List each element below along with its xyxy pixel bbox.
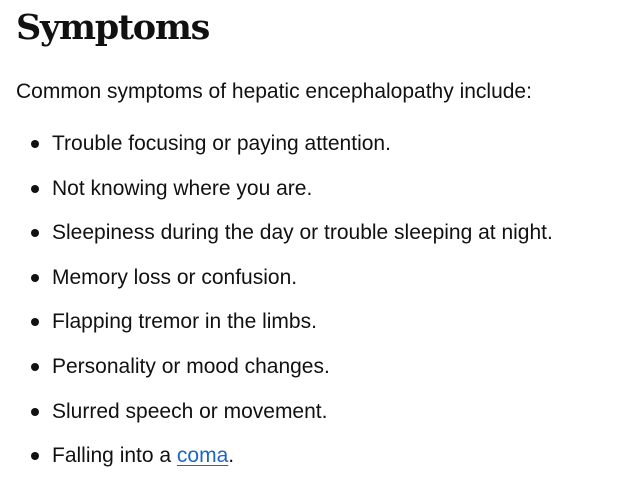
list-item — [0, 129, 621, 174]
symptom-text: Sleepiness during the day or trouble sleeping at night. — [52, 221, 553, 245]
coma-link[interactable]: coma — [176, 444, 229, 468]
intro-text: Common symptoms of hepatic encephalopathy include: — [16, 80, 532, 103]
section-title: Symptoms — [16, 7, 209, 48]
bullet-icon — [31, 452, 39, 460]
list-item — [0, 397, 621, 442]
symptom-text: Trouble focusing or paying attention. — [52, 132, 391, 155]
list-item — [0, 307, 621, 352]
list-item — [0, 218, 621, 263]
bullet-icon — [31, 363, 39, 371]
bullet-icon — [31, 140, 39, 148]
list-item — [0, 352, 621, 397]
bullet-icon — [31, 185, 39, 193]
symptom-prefix: Falling into a — [52, 444, 177, 468]
symptom-text: Not knowing where you are. — [52, 176, 313, 200]
bullet-icon — [31, 229, 39, 237]
symptom-text: Slurred speech or movement. — [52, 399, 328, 423]
symptom-list — [0, 129, 621, 486]
symptom-text: Flapping tremor in the limbs. — [52, 310, 317, 334]
bullet-icon — [31, 318, 39, 326]
bullet-icon — [31, 274, 39, 282]
symptom-suffix: . — [228, 444, 235, 468]
bullet-icon — [31, 408, 39, 416]
symptom-text: Personality or mood changes. — [52, 354, 330, 378]
list-item — [0, 174, 621, 219]
list-item — [0, 263, 621, 308]
list-item — [0, 441, 621, 486]
symptom-text: Memory loss or confusion. — [52, 265, 298, 289]
